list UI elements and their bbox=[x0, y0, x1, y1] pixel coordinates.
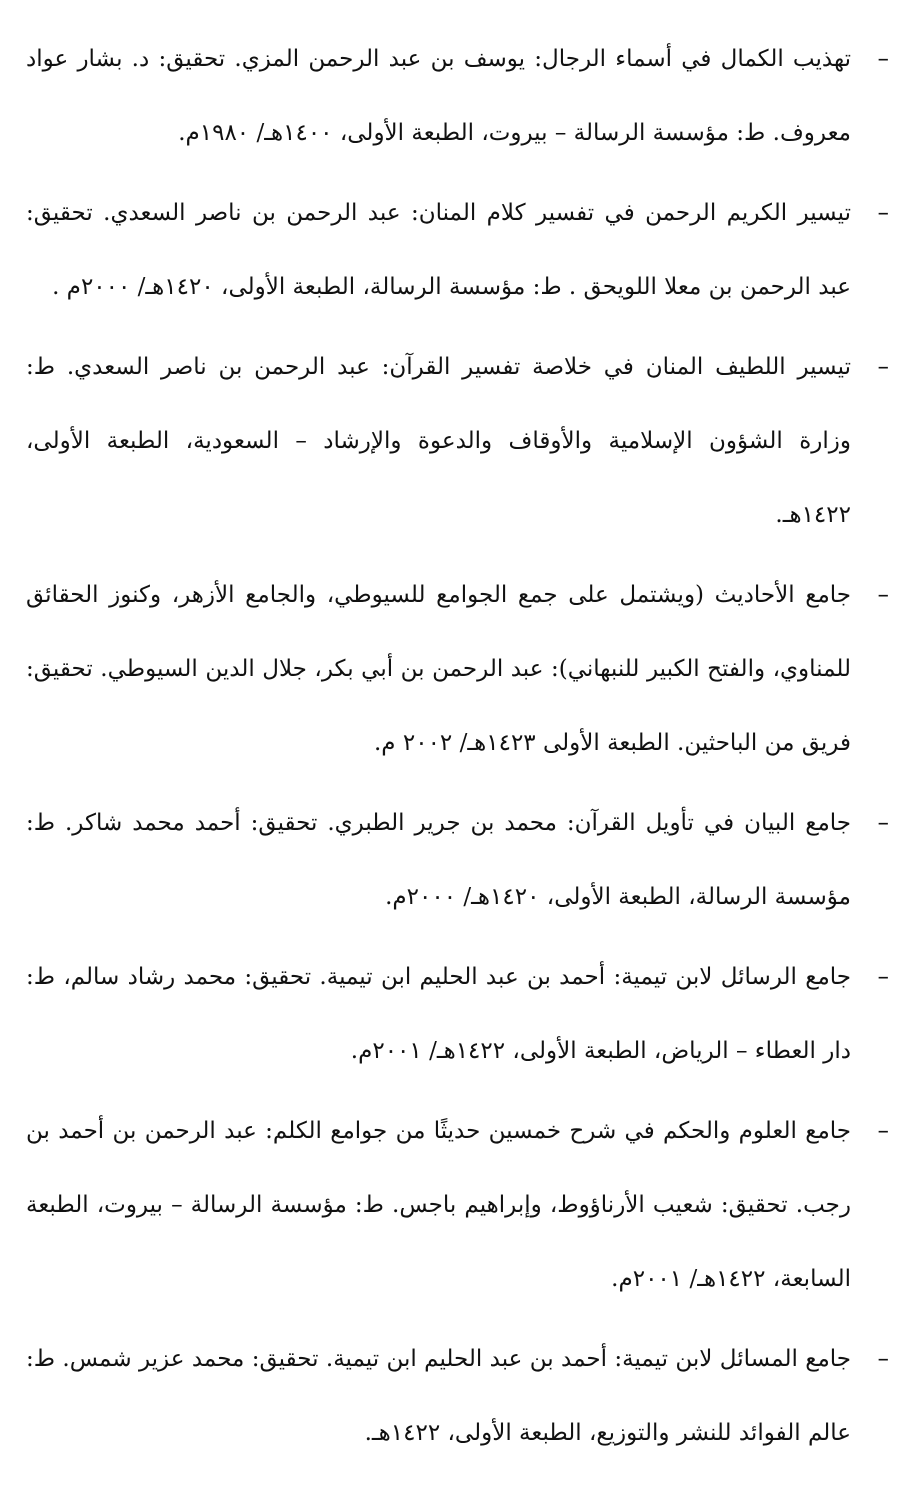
reference-item bbox=[26, 1094, 891, 1316]
reference-text: جامع العلوم والحكم في شرح خمسين حديثًا من جوامع الكلم: عبد الرحمن بن أحمد بن رجب. تحقيق: شعيب الأرناؤوط، وإبراهيم باجس. ط: مؤسسة الرسالة – بيروت، الطبعة السابعة، ١٤٢٢هـ/ ٢٠٠١م. bbox=[26, 1118, 851, 1292]
reference-text: جامع الرسائل لابن تيمية: أحمد بن عبد الحليم ابن تيمية. تحقيق: محمد رشاد سالم، ط: دار العطاء – الرياض، الطبعة الأولى، ١٤٢٢هـ/ ٢٠٠١م. bbox=[26, 964, 851, 1064]
reference-text: تيسير اللطيف المنان في خلاصة تفسير القرآن: عبد الرحمن بن ناصر السعدي. ط: وزارة الشؤون الإسلامية والأوقاف والدعوة والإرشاد – السعودية، الطبعة الأولى، ١٤٢٢هـ. bbox=[26, 354, 851, 528]
reference-item bbox=[26, 330, 891, 552]
dash-bullet: – bbox=[877, 582, 889, 608]
dash-bullet: – bbox=[877, 200, 889, 226]
bibliography-page bbox=[26, 22, 891, 1506]
dash-bullet: – bbox=[877, 1118, 889, 1144]
reference-text: جامع المسائل لابن تيمية: أحمد بن عبد الحليم ابن تيمية. تحقيق: محمد عزير شمس. ط: عالم الفوائد للنشر والتوزيع، الطبعة الأولى، ١٤٢٢هـ. bbox=[26, 1346, 851, 1446]
dash-bullet: – bbox=[877, 1346, 889, 1372]
reference-text: جامع البيان في تأويل القرآن: محمد بن جرير الطبري. تحقيق: أحمد محمد شاكر. ط: مؤسسة الرسالة، الطبعة الأولى، ١٤٢٠هـ/ ٢٠٠٠م. bbox=[26, 810, 851, 910]
reference-item bbox=[26, 940, 891, 1088]
reference-item bbox=[26, 1322, 891, 1470]
reference-item bbox=[26, 558, 891, 780]
reference-text: تيسير الكريم الرحمن في تفسير كلام المنان: عبد الرحمن بن ناصر السعدي. تحقيق: عبد الرحمن بن معلا اللويحق . ط: مؤسسة الرسالة، الطبعة الأولى، ١٤٢٠هـ/ ٢٠٠٠م . bbox=[26, 200, 851, 300]
reference-text: جامع الأحاديث (ويشتمل على جمع الجوامع للسيوطي، والجامع الأزهر، وكنوز الحقائق للمناوي، والفتح الكبير للنبهاني): عبد الرحمن بن أبي بكر، جلال الدين السيوطي. تحقيق: فريق من الباحثين. الطبعة الأولى ١٤٢٣هـ/ ٢٠٠٢ م. bbox=[26, 582, 851, 756]
reference-item bbox=[26, 786, 891, 934]
reference-item bbox=[26, 176, 891, 324]
reference-item bbox=[26, 22, 891, 170]
dash-bullet: – bbox=[877, 964, 889, 990]
dash-bullet: – bbox=[877, 46, 889, 72]
reference-list bbox=[26, 22, 891, 1470]
dash-bullet: – bbox=[877, 810, 889, 836]
dash-bullet: – bbox=[877, 354, 889, 380]
reference-text: تهذيب الكمال في أسماء الرجال: يوسف بن عبد الرحمن المزي. تحقيق: د. بشار عواد معروف. ط: مؤسسة الرسالة – بيروت، الطبعة الأولى، ١٤٠٠هـ/ ١٩٨٠م. bbox=[26, 46, 851, 146]
